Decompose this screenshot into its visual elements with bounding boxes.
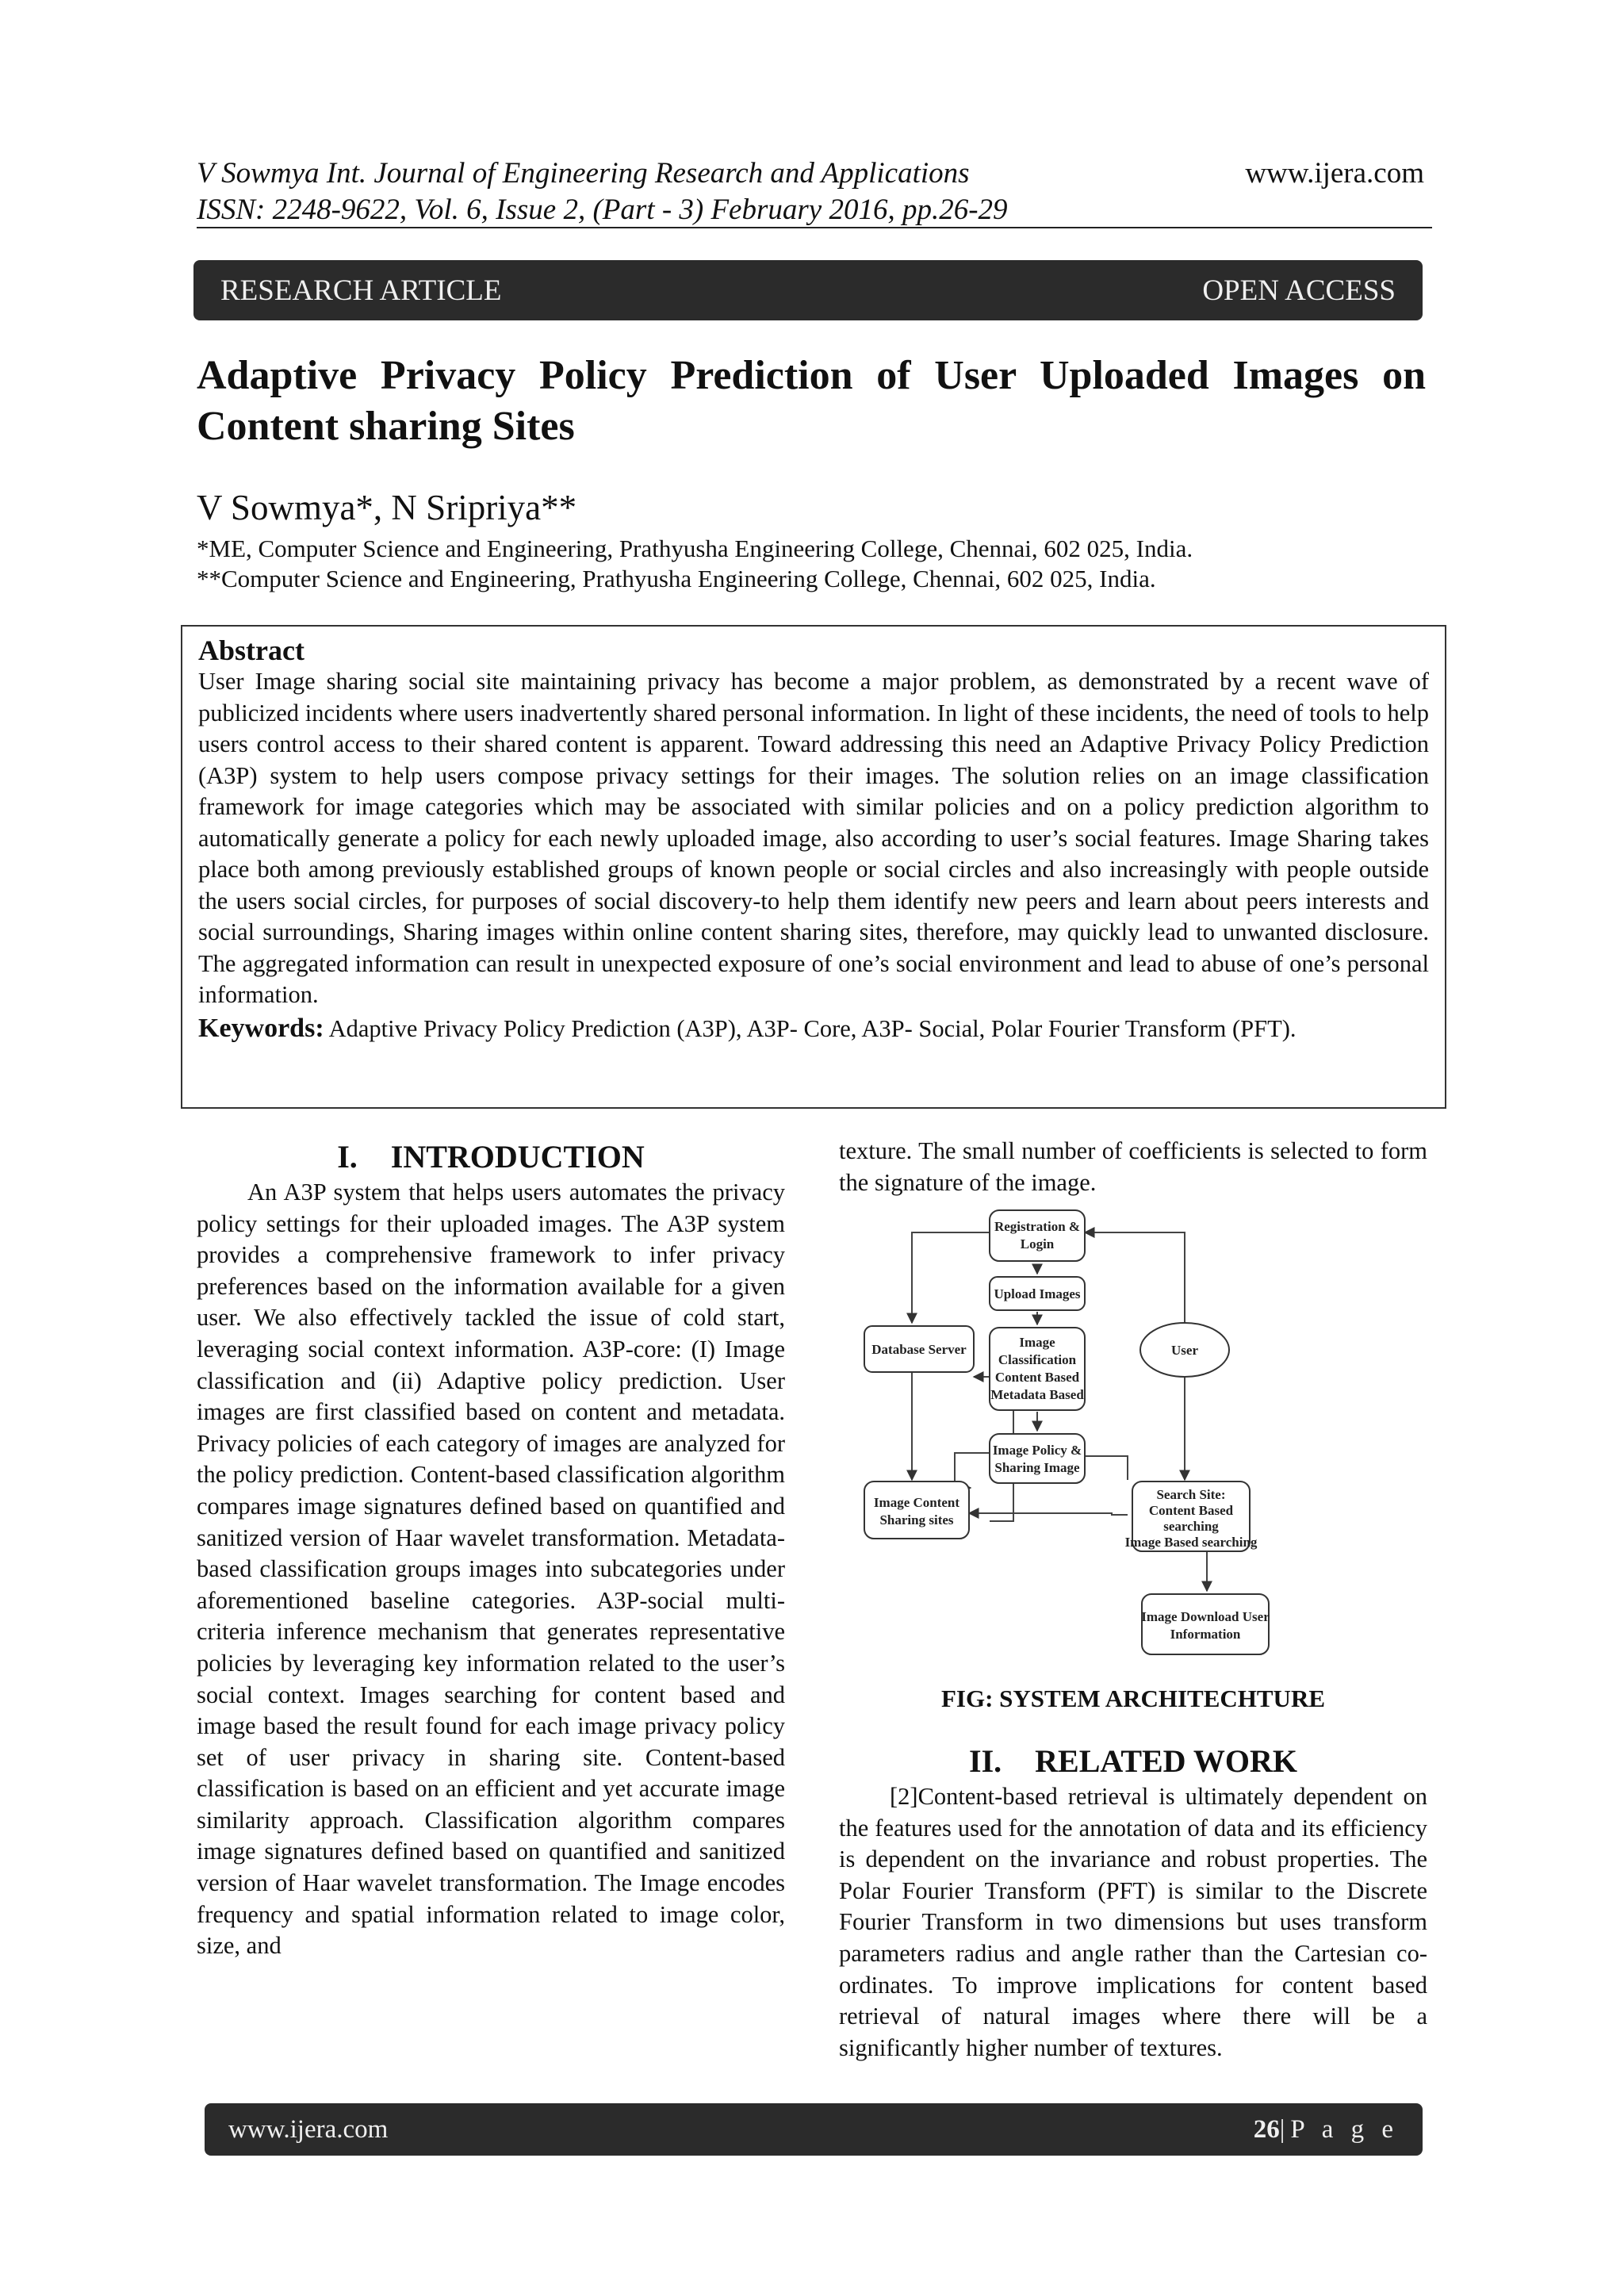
search-label-1: Search Site: (1156, 1487, 1226, 1502)
registration-login-node (990, 1210, 1085, 1261)
right-column (839, 1137, 1427, 1198)
affiliation-1: *ME, Computer Science and Engineering, Prathyusha Engineering College, Chennai, 602 025, India. (197, 535, 1193, 562)
footer-page (1254, 2115, 1399, 2145)
upload-label: Upload Images (994, 1286, 1081, 1301)
database-label: Database Server (871, 1342, 967, 1357)
classification-label-4: Metadata Based (990, 1387, 1084, 1402)
journal-line-1: V Sowmya Int. Journal of Engineering Research and Applications (197, 157, 970, 190)
policy-label-2: Sharing Image (994, 1460, 1080, 1475)
search-label-2: Content Based (1148, 1503, 1234, 1518)
intro-paragraph: An A3P system that helps users automates the privacy policy settings for their uploaded images. The A3P system provides a comprehensive framework to infer privacy preferences based on the information available for a given user. We also effectively tackled the issue of cold start, leveraging social context information. A3P-core: (I) Image classification and (ii) Adaptive policy prediction. User images are first classified based on content and metadata. Privacy policies of each category of images are analyzed for the policy prediction. Content-based classification algorithm compares image signatures defined based on quantified and sanitized version of Haar wavelet transformation. Metadata-based classification groups images into subcategories under aforementioned baseline categories. A3P-social multi-criteria inference mechanism that generates representative policies by leveraging key information related to the user’s social context. Images searching for content based and image based the result found for each image privacy policy set of user privacy in sharing site. Content-based classification is based on an efficient and yet accurate image similarity approach. Classification algorithm compares image signatures defined based on quantified and sanitized version of Haar wavelet transformation. The Image encodes frequency and spatial information related to image color, size, and (197, 1179, 785, 1960)
registration-label-1: Registration & (994, 1219, 1081, 1234)
page-number: 26 (1253, 2114, 1280, 2144)
content-sites-label-2: Sharing sites (879, 1512, 954, 1527)
keywords (198, 1013, 1429, 1045)
page-footer (205, 2103, 1423, 2156)
intro-continuation: texture. The small number of coefficients is selected to form the signature of the image. (839, 1137, 1427, 1196)
registration-label-2: Login (1020, 1236, 1055, 1251)
architecture-diagram (858, 1204, 1421, 1686)
journal-line-2: ISSN: 2248-9622, Vol. 6, Issue 2, (Part - 3) February 2016, pp.26-29 (197, 194, 1008, 226)
user-label: User (1171, 1343, 1198, 1358)
system-architecture-figure (858, 1204, 1421, 1686)
page-label: |P a g e (1279, 2114, 1399, 2144)
download-label-2: Information (1170, 1627, 1241, 1642)
intro-heading (197, 1137, 785, 1177)
image-content-sharing-sites-node (864, 1481, 969, 1539)
header-url[interactable]: www.ijera.com (1245, 157, 1424, 190)
paper-title: Adaptive Privacy Policy Prediction of User Uploaded Images on Content sharing Sites (197, 353, 1426, 449)
keywords-label: Keywords: (198, 1013, 324, 1043)
related-heading (839, 1742, 1427, 1781)
article-banner (193, 260, 1423, 320)
author-list: V Sowmya*, N Sripriya** (197, 488, 577, 527)
related-title: RELATED WORK (1035, 1743, 1297, 1779)
image-download-node (1142, 1594, 1269, 1654)
related-work-section (839, 1742, 1427, 2064)
header-rule (197, 227, 1432, 228)
classification-label-1: Image (1019, 1335, 1055, 1350)
abstract-heading: Abstract (198, 634, 304, 666)
search-label-3: searching (1163, 1519, 1219, 1534)
abstract-box (181, 625, 1446, 1109)
abstract-body: User Image sharing social site maintaining privacy has become a major problem, as demonstrated by a recent wave of publicized incidents where users inadvertently shared personal information. In light of these incidents, the need of tools to help users control access to their shared content is apparent. Toward addressing this need an Adaptive Privacy Policy Prediction (A3P) system to help users compose privacy settings for their images. The solution relies on an image classification framework for image categories which may be associated with similar policies and on a policy prediction algorithm to automatically generate a policy for each newly uploaded image, also according to user’s social features. Image Sharing takes place both among previously established groups of known people or social circles and also increasingly with people outside the users social circles, for purposes of social discovery-to help them identify new peers and learn about peers interests and social surroundings, Sharing images within online content sharing sites, therefore, may quickly lead to unwanted disclosure. The aggregated information can result in unexpected exposure of one’s social environment and lead to abuse of one’s personal information. (198, 668, 1429, 1008)
classification-label-2: Classification (998, 1352, 1077, 1367)
affiliation-2: **Computer Science and Engineering, Prathyusha Engineering College, Chennai, 602 025, India. (197, 565, 1156, 592)
banner-open-access: OPEN ACCESS (1202, 274, 1396, 307)
content-sites-label-1: Image Content (873, 1495, 960, 1510)
intro-number: I. (337, 1139, 358, 1175)
classification-label-3: Content Based (994, 1370, 1080, 1385)
related-paragraph: [2]Content-based retrieval is ultimately dependent on the features used for the annotation of data and its efficiency is dependent on the invariance and robust properties. The Polar Fourier Transform (PFT) is similar to the Discrete Fourier Transform in two dimensions but uses transform parameters radius and angle rather than the Cartesian co-ordinates. To improve implications for content based retrieval of natural images where there will be a significantly higher number of textures. (839, 1783, 1427, 2061)
download-label-1: Image Download User (1141, 1609, 1270, 1624)
keywords-text: Adaptive Privacy Policy Prediction (A3P), A3P- Core, A3P- Social, Polar Fourier Transform (PFT). (324, 1014, 1297, 1042)
image-policy-node (990, 1434, 1085, 1483)
footer-url[interactable]: www.ijera.com (228, 2114, 389, 2144)
left-column (197, 1137, 785, 1962)
banner-research-article: RESEARCH ARTICLE (220, 274, 502, 307)
intro-title: INTRODUCTION (390, 1139, 645, 1175)
running-header (197, 155, 1008, 228)
search-label-4: Image Based searching (1124, 1535, 1258, 1550)
figure-caption: FIG: SYSTEM ARCHITECHTURE (940, 1685, 1326, 1712)
related-number: II. (969, 1743, 1002, 1779)
policy-label-1: Image Policy & (992, 1443, 1082, 1458)
